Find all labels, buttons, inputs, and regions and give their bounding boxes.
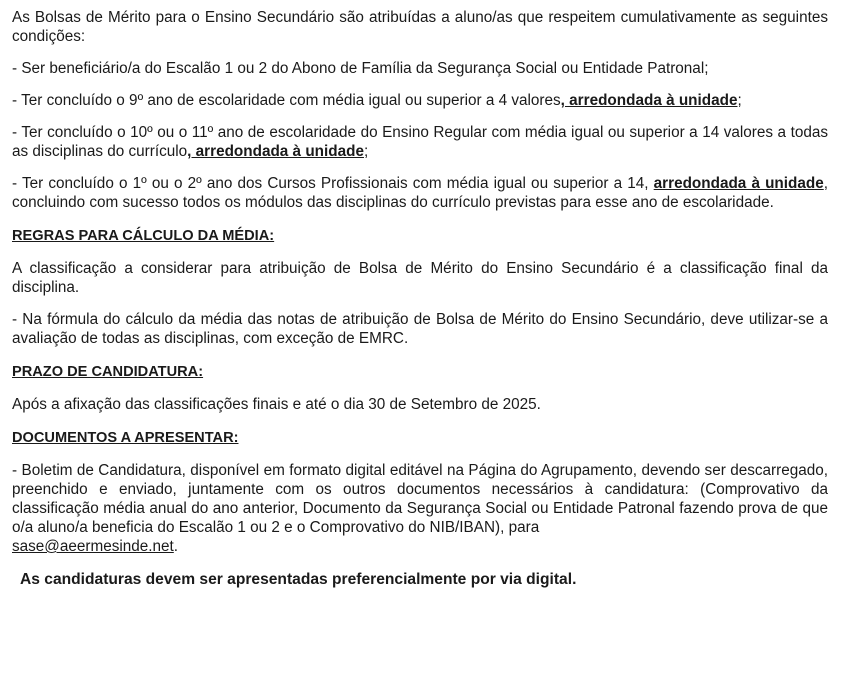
documents-end: .	[173, 538, 179, 555]
condition-escalao: - Ser beneficiário/a do Escalão 1 ou 2 do Abono de Família da Segurança Social ou Entidade Patronal;	[12, 60, 709, 77]
final-note: As candidaturas devem ser apresentadas preferencialmente por via digital.	[20, 571, 577, 588]
documents-text: - Boletim de Candidatura, disponível em formato digital editável na Página do Agrupamento, devendo ser descarregado, preenchido e enviado, juntamente com os outros documentos necessários à candidatura: (Comprovativo da classificação média anual do ano anterior, Documento da Segurança Social ou Entidade Patronal fazendo prova de que o/a aluno/a beneficia do Escalão 1 ou 2 e o Comprovativo do NIB/IBAN), para	[12, 462, 828, 536]
condition-text: - Ter concluído o 1º ou o 2º ano dos Cursos Profissionais com média igual ou superior a 14,	[12, 175, 654, 192]
deadline-heading: PRAZO DE CANDIDATURA:	[12, 364, 204, 380]
condition-text: - Ter concluído o 9º ano de escolaridade com média igual ou superior a 4 valores	[12, 92, 561, 109]
condition-text: - Ter concluído o 10º ou o 11º ano de escolaridade do Ensino Regular com média igual ou superior a 14 valores a todas as disciplinas do currículo	[12, 124, 828, 160]
rules-paragraph-2: - Na fórmula do cálculo da média das notas de atribuição de Bolsa de Mérito do Ensino Secundário, deve utilizar-se a avaliação de todas as disciplinas, com exceção de EMRC.	[12, 311, 828, 347]
intro-paragraph: As Bolsas de Mérito para o Ensino Secundário são atribuídas a aluno/as que respeitem cumulativamente as seguintes condições:	[12, 9, 828, 45]
condition-profissionais	[12, 174, 828, 212]
condition-end: , concluindo com sucesso todos os módulos das disciplinas do currículo previstas para esse ano de escolaridade.	[12, 175, 828, 211]
rounding-highlight: , arredondada à unidade	[187, 143, 364, 160]
documents-heading: DOCUMENTOS A APRESENTAR:	[12, 430, 239, 446]
condition-end: ;	[363, 143, 369, 160]
email-link[interactable]: sase@aeermesinde.net	[12, 538, 174, 555]
rules-paragraph-1: A classificação a considerar para atribuição de Bolsa de Mérito do Ensino Secundário é a classificação final da disciplina.	[12, 260, 828, 296]
condition-10-11-ano	[12, 123, 828, 161]
rules-heading: REGRAS PARA CÁLCULO DA MÉDIA:	[12, 228, 275, 244]
deadline-text: Após a afixação das classificações finais e até o dia 30 de Setembro de 2025.	[12, 396, 541, 413]
rounding-highlight: arredondada à unidade	[653, 175, 824, 192]
condition-end: ;	[737, 92, 742, 109]
documents-paragraph	[12, 461, 828, 556]
rounding-highlight: , arredondada à unidade	[560, 92, 738, 109]
condition-9-ano	[12, 91, 828, 110]
